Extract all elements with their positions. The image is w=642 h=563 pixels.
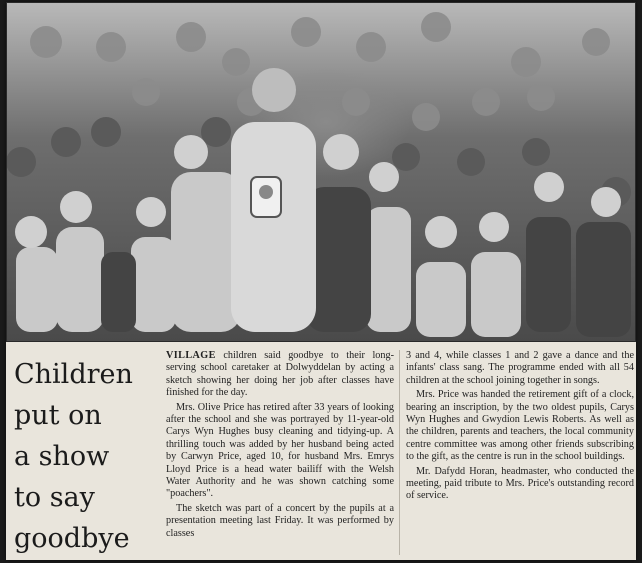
headline-line: Children	[14, 359, 133, 390]
article-paragraph: The sketch was part of a concert by the pupils at a presentation meeting last Friday. It was performed by classes	[166, 502, 394, 539]
article-paragraph: Mr. Dafydd Horan, headmaster, who conducted the meeting, paid tribute to Mrs. Price's outstanding record of service.	[406, 465, 634, 502]
paragraph-text: children said goodbye to their long-serving school caretaker at Dolwyddelan by acting a sketch showing her doing her job after classes have finished for the day.	[166, 350, 394, 399]
article-column-2	[406, 350, 634, 505]
newspaper-clipping	[6, 2, 636, 560]
article-paragraph	[166, 350, 394, 400]
article-paragraph: 3 and 4, while classes 1 and 2 gave a dance and the infants' class sang. The programme ended with all 54 children at the school joining together in songs.	[406, 350, 634, 386]
headline-line: goodbye	[14, 523, 130, 554]
article-column-1	[166, 350, 394, 542]
group-photo	[6, 2, 636, 342]
lead-word: VILLAGE	[166, 350, 216, 361]
column-divider	[399, 350, 400, 555]
headline-line: put on	[14, 400, 102, 431]
article-paragraph: Mrs. Price was handed the retirement gift of a clock, bearing an inscription, by the two oldest pupils, Carys Wyn Hughes and Gwydion Lewis Roberts. As well as the children, parents and teachers, the local community centre committee was among other friends subscribing to the gift, as the centre is run in the school buildings.	[406, 389, 634, 463]
headline-line: to say	[14, 482, 95, 513]
article-paragraph: Mrs. Olive Price has retired after 33 years of looking after the school and she was portrayed by 11-year-old Carys Wyn Hughes busy cleaning and tidying-up. A thrilling touch was added by her husband being acted by Carwyn Price, aged 10, for husband Mrs. Emrys Lloyd Price is a head water bailiff with the Welsh Water Authority and he was shown catching some "poachers".	[166, 401, 394, 500]
group-photo-illustration	[6, 2, 636, 342]
headline-line: a show	[14, 441, 110, 472]
headline	[14, 354, 164, 559]
